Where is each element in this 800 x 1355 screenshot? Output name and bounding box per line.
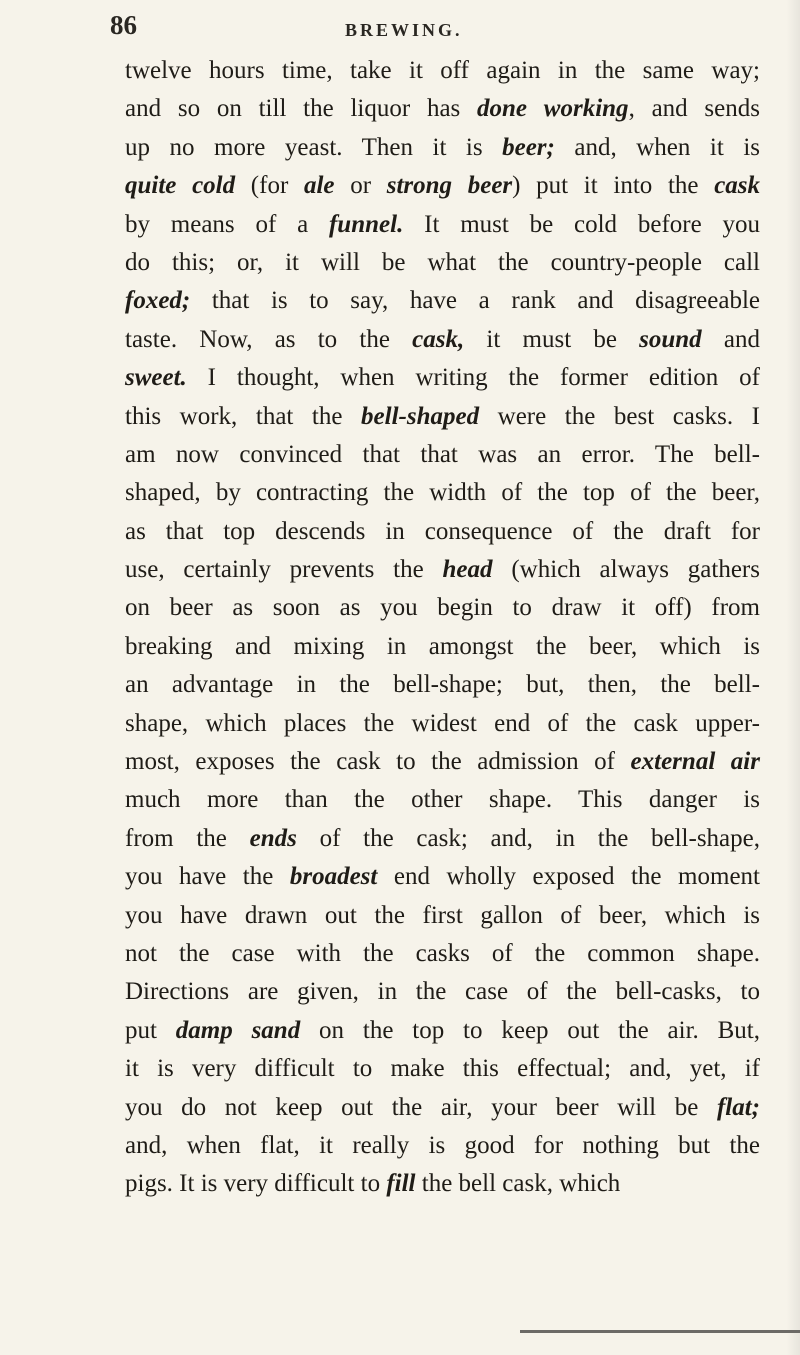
text-segment: (which always gathers xyxy=(492,556,760,584)
text-line xyxy=(125,1127,760,1165)
italic-text: broadest xyxy=(289,863,378,891)
text-segment: on the top to keep out the air. But, xyxy=(300,1016,760,1044)
text-segment: do this; or, it will be what the country-people call xyxy=(125,248,760,276)
italic-text: beer; xyxy=(502,133,555,161)
text-line xyxy=(125,206,760,244)
text-segment: as that top descends in consequence of the draft for xyxy=(125,517,760,545)
text-segment: end wholly exposed the moment xyxy=(377,863,760,891)
running-head: BREWING. xyxy=(345,20,463,40)
text-segment: this work, that the xyxy=(125,402,362,430)
italic-text: quite cold xyxy=(125,172,236,200)
text-segment: and xyxy=(701,325,760,353)
text-line xyxy=(125,398,760,436)
italic-text: flat; xyxy=(716,1093,760,1121)
text-line xyxy=(125,781,760,819)
italic-text: bell-shaped xyxy=(361,402,480,430)
text-line xyxy=(125,820,760,858)
text-segment: taste. Now, as to the xyxy=(125,325,413,353)
text-segment: you have the xyxy=(125,863,290,891)
italic-text: cask xyxy=(714,172,761,200)
text-line xyxy=(125,1165,760,1203)
text-segment: were the best casks. I xyxy=(479,402,760,430)
text-line xyxy=(125,973,760,1011)
italic-text: fill xyxy=(386,1170,416,1198)
text-line xyxy=(125,743,760,781)
text-segment: on beer as soon as you begin to draw it off) from xyxy=(125,594,760,622)
text-line xyxy=(125,129,760,167)
text-line xyxy=(125,90,760,128)
text-segment: the bell cask, which xyxy=(415,1170,621,1198)
text-segment: pigs. It is very difficult to xyxy=(125,1170,387,1198)
text-segment: put xyxy=(125,1016,176,1044)
text-line xyxy=(125,52,760,90)
bottom-edge-rule xyxy=(520,1330,800,1333)
text-line xyxy=(125,513,760,551)
text-line xyxy=(125,359,760,397)
italic-text: sweet. xyxy=(125,364,187,392)
italic-text: head xyxy=(442,556,493,584)
text-line xyxy=(125,628,760,666)
italic-text: funnel. xyxy=(328,210,404,238)
text-line xyxy=(125,705,760,743)
text-line xyxy=(125,436,760,474)
text-segment: you have drawn out the first gallon of beer, which is xyxy=(125,901,760,929)
page-number: 86 xyxy=(110,10,137,40)
text-segment: and, when flat, it really is good for nothing but the xyxy=(125,1131,760,1159)
italic-text: foxed; xyxy=(125,287,191,315)
text-line xyxy=(125,474,760,512)
text-segment: am now convinced that that was an error. The bell- xyxy=(125,440,760,468)
text-line xyxy=(125,551,760,589)
text-segment: an advantage in the bell-shape; but, then, the bell- xyxy=(125,671,760,699)
text-segment: It must be cold before you xyxy=(403,210,760,238)
text-segment: it must be xyxy=(464,325,640,353)
text-segment: shaped, by contracting the width of the top of the beer, xyxy=(125,479,760,507)
text-segment: , and sends xyxy=(628,95,760,123)
text-segment: and, when it is xyxy=(554,133,760,161)
text-segment: use, certainly prevents the xyxy=(125,556,443,584)
text-line xyxy=(125,244,760,282)
text-segment: you do not keep out the air, your beer will be xyxy=(125,1093,717,1121)
page-header xyxy=(110,10,740,54)
text-line xyxy=(125,897,760,935)
text-line xyxy=(125,282,760,320)
text-segment: and so on till the liquor has xyxy=(125,95,478,123)
italic-text: done working xyxy=(477,95,629,123)
text-segment: or xyxy=(334,172,387,200)
text-segment: twelve hours time, take it off again in the same way; xyxy=(125,57,760,84)
text-segment: (for xyxy=(235,172,304,200)
text-line xyxy=(125,935,760,973)
text-segment: breaking and mixing in amongst the beer, which is xyxy=(125,632,760,660)
text-segment: by means of a xyxy=(125,210,329,238)
text-line xyxy=(125,1012,760,1050)
text-line xyxy=(125,321,760,359)
text-line xyxy=(125,858,760,896)
text-line xyxy=(125,666,760,704)
text-line xyxy=(125,589,760,627)
text-segment: that is to say, have a rank and disagreeable xyxy=(190,287,760,315)
text-segment: much more than the other shape. This danger is xyxy=(125,786,760,814)
italic-text: damp sand xyxy=(175,1016,301,1044)
italic-text: sound xyxy=(639,325,702,353)
text-segment: it is very difficult to make this effectual; and, yet, if xyxy=(125,1055,760,1083)
text-segment: up no more yeast. Then it is xyxy=(125,133,503,161)
text-segment: Directions are given, in the case of the bell-casks, to xyxy=(125,978,760,1006)
text-segment: I thought, when writing the former edition of xyxy=(186,364,760,392)
text-line xyxy=(125,1089,760,1127)
italic-text: cask, xyxy=(412,325,465,353)
text-line xyxy=(125,1050,760,1088)
text-line xyxy=(125,167,760,205)
text-segment: of the cask; and, in the bell-shape, xyxy=(296,824,761,852)
text-segment: from the xyxy=(125,824,250,852)
text-segment: most, exposes the cask to the admission of xyxy=(125,748,631,776)
italic-text: strong beer xyxy=(386,172,513,200)
italic-text: ale xyxy=(303,172,335,200)
text-segment: not the case with the casks of the common shape. xyxy=(125,939,760,967)
italic-text: external air xyxy=(630,748,760,776)
text-segment: ) put it into the xyxy=(512,172,715,200)
page-edge-shadow xyxy=(786,0,800,1355)
body-text xyxy=(125,52,760,1204)
italic-text: ends xyxy=(249,824,297,852)
text-segment: shape, which places the widest end of the cask upper- xyxy=(125,709,760,737)
